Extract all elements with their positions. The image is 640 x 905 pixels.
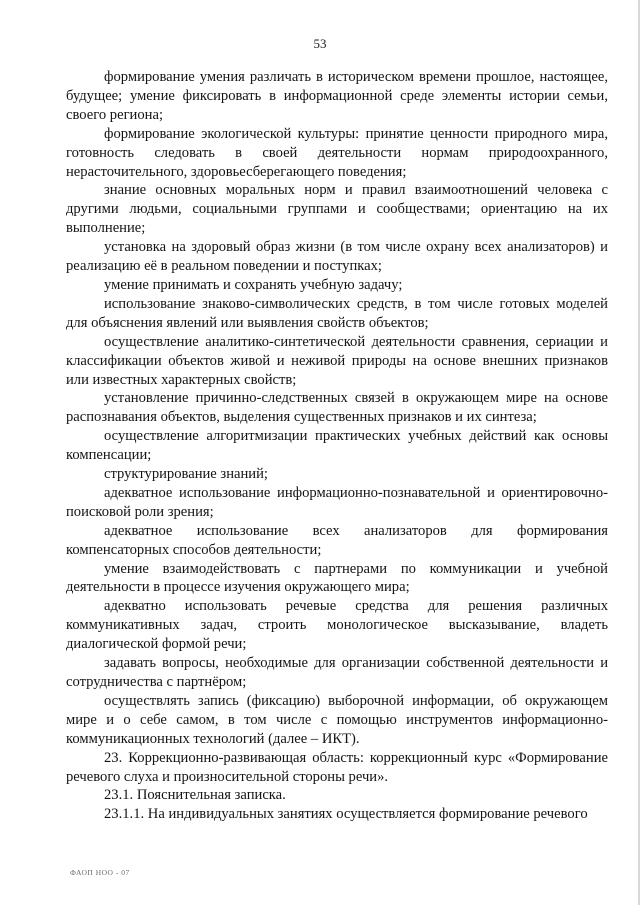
paragraph: формирование умения различать в историческом времени прошлое, настоящее, будущее; умение фиксировать в информационной среде элементы истории семьи, своего региона; [66,69,608,123]
paragraph: адекватное использование информационно-познавательной и ориентировочно-поисковой роли зрения; [66,484,608,520]
paragraph: структурирование знаний; [104,466,268,483]
paragraph: формирование экологической культуры: принятие ценности природного мира, готовность следовать в своей деятельности нормам природоохранного, нерасточительного, здоровьесберегающего поведения; [66,125,608,180]
paragraph: осуществление алгоритмизации практических учебных действий как основы компенсации; [66,428,608,464]
paragraph: установка на здоровый образ жизни (в том числе охрану всех анализаторов) и реализацию её в реальном поведении и поступках; [66,239,608,275]
paragraph: умение взаимодействовать с партнерами по коммуникации и учебной деятельности в процессе изучения окружающего мира; [66,560,608,596]
footer-code: ФАОП НОО - 07 [70,868,130,877]
paragraph: осуществление аналитико-синтетической деятельности сравнения, сериации и классификации объектов живой и неживой природы на основе внешних признаков или известных характерных свойств; [66,333,608,388]
paragraph: адекватное использование всех анализаторов для формирования компенсаторных способов деятельности; [66,522,608,558]
paragraph: установление причинно-следственных связей в окружающем мире на основе распознавания объектов, выделения существенных признаков и их синтеза; [66,390,608,426]
section-heading: 23. Коррекционно-развивающая область: коррекционный курс «Формирование речевого слуха и произносительной стороны речи». [66,749,608,785]
paragraph: знание основных моральных норм и правил взаимоотношений человека с другими людьми, социальными группами и сообществами; ориентацию на их выполнение; [66,182,608,237]
paragraph: задавать вопросы, необходимые для организации собственной деятельности и сотрудничества с партнёром; [66,655,608,690]
paragraph: использование знаково-символических средств, в том числе готовых моделей для объяснения явлений или выявления свойств объектов; [66,295,608,331]
paragraph: умение принимать и сохранять учебную задачу; [104,276,403,293]
page-number: 53 [313,36,327,51]
paragraph: осуществлять запись (фиксацию) выборочной информации, об окружающем мире и о себе самом, в том числе с помощью инструментов информационно-коммуникационных технологий (далее – ИКТ). [66,692,608,747]
body-text [66,68,608,824]
paragraph: адекватно использовать речевые средства для решения различных коммуникативных задач, строить монологическое высказывание, владеть диалогической формой речи; [66,598,608,653]
subsection-heading: 23.1. Пояснительная записка. [104,787,286,804]
paragraph: 23.1.1. На индивидуальных занятиях осуществляется формирование речевого [104,806,588,823]
